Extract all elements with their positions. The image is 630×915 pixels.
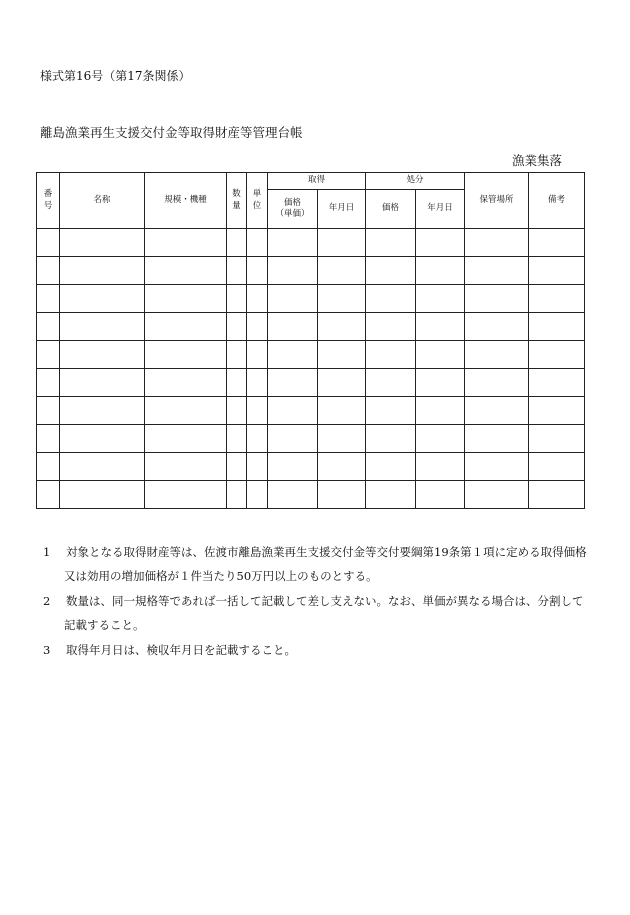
cell-spec [145, 453, 227, 481]
cell-acq-price [268, 425, 318, 453]
cell-quantity [227, 369, 247, 397]
cell-acq-price [268, 453, 318, 481]
cell-quantity [227, 453, 247, 481]
cell-quantity [227, 397, 247, 425]
table-row [37, 397, 585, 425]
cell-remarks [529, 453, 585, 481]
note-text: 対象となる取得財産等は、佐渡市離島漁業再生支援交付金等交付要綱第19条第１項に定める取得価格又は効用の増加価格が１件当たり50万円以上のものとする。 [64, 545, 587, 583]
cell-disp-date [416, 453, 465, 481]
table-row [37, 481, 585, 509]
cell-disp-price [366, 229, 416, 257]
table-row [37, 369, 585, 397]
cell-storage [465, 313, 529, 341]
cell-acq-date [318, 397, 366, 425]
cell-disp-price [366, 285, 416, 313]
cell-name [60, 425, 145, 453]
cell-name [60, 481, 145, 509]
note-item [40, 638, 588, 662]
cell-spec [145, 229, 227, 257]
cell-spec [145, 397, 227, 425]
cell-number [37, 229, 60, 257]
cell-acq-price [268, 313, 318, 341]
header-acq-date: 年月日 [318, 190, 366, 229]
cell-spec [145, 313, 227, 341]
cell-storage [465, 341, 529, 369]
cell-unit [247, 229, 268, 257]
cell-unit [247, 285, 268, 313]
note-number: 3 [43, 643, 51, 657]
cell-unit [247, 453, 268, 481]
cell-storage [465, 229, 529, 257]
cell-name [60, 229, 145, 257]
cell-remarks [529, 341, 585, 369]
cell-acq-date [318, 481, 366, 509]
cell-spec [145, 481, 227, 509]
notes [40, 540, 588, 663]
cell-disp-date [416, 229, 465, 257]
cell-disp-price [366, 313, 416, 341]
cell-storage [465, 369, 529, 397]
cell-disp-price [366, 453, 416, 481]
note-text: 取得年月日は、検収年月日を記載すること。 [66, 643, 296, 657]
cell-number [37, 285, 60, 313]
cell-disp-price [366, 481, 416, 509]
cell-unit [247, 369, 268, 397]
cell-disp-date [416, 285, 465, 313]
cell-number [37, 453, 60, 481]
cell-remarks [529, 369, 585, 397]
cell-name [60, 285, 145, 313]
cell-acq-price [268, 285, 318, 313]
cell-disp-price [366, 341, 416, 369]
cell-acq-date [318, 313, 366, 341]
cell-number [37, 481, 60, 509]
cell-disp-date [416, 313, 465, 341]
header-disposal: 処分 [366, 173, 465, 190]
cell-disp-price [366, 425, 416, 453]
cell-name [60, 453, 145, 481]
cell-acq-price [268, 397, 318, 425]
header-acq-price [268, 190, 318, 229]
cell-remarks [529, 425, 585, 453]
cell-acq-date [318, 369, 366, 397]
cell-remarks [529, 397, 585, 425]
cell-acq-price [268, 369, 318, 397]
cell-disp-date [416, 341, 465, 369]
header-quantity: 数量 [227, 173, 247, 229]
cell-storage [465, 425, 529, 453]
cell-disp-price [366, 397, 416, 425]
cell-acq-date [318, 341, 366, 369]
cell-disp-date [416, 369, 465, 397]
cell-name [60, 257, 145, 285]
table-row [37, 341, 585, 369]
cell-quantity [227, 425, 247, 453]
cell-name [60, 341, 145, 369]
header-unit: 単位 [247, 173, 268, 229]
cell-storage [465, 397, 529, 425]
cell-disp-price [366, 369, 416, 397]
cell-spec [145, 369, 227, 397]
cell-spec [145, 425, 227, 453]
note-item [40, 540, 588, 588]
ledger-body [37, 229, 585, 509]
cell-storage [465, 257, 529, 285]
cell-disp-date [416, 257, 465, 285]
header-spec: 規模・機種 [145, 173, 227, 229]
cell-acq-date [318, 285, 366, 313]
header-acq-price-label: 価格 [283, 197, 301, 208]
table-row [37, 229, 585, 257]
cell-remarks [529, 285, 585, 313]
cell-spec [145, 341, 227, 369]
cell-unit [247, 425, 268, 453]
cell-remarks [529, 481, 585, 509]
header-storage: 保管場所 [465, 173, 529, 229]
cell-disp-date [416, 397, 465, 425]
cell-acq-date [318, 257, 366, 285]
cell-spec [145, 257, 227, 285]
cell-remarks [529, 257, 585, 285]
cell-acq-price [268, 481, 318, 509]
cell-acq-date [318, 229, 366, 257]
cell-name [60, 313, 145, 341]
document-title: 離島漁業再生支援交付金等取得財産等管理台帳 [40, 125, 303, 140]
cell-storage [465, 453, 529, 481]
cell-quantity [227, 285, 247, 313]
cell-unit [247, 257, 268, 285]
header-name: 名称 [60, 173, 145, 229]
cell-quantity [227, 341, 247, 369]
cell-storage [465, 481, 529, 509]
table-row [37, 285, 585, 313]
header-number: 番号 [37, 173, 60, 229]
cell-acq-date [318, 425, 366, 453]
header-remarks: 備考 [529, 173, 585, 229]
cell-acq-price [268, 229, 318, 257]
cell-quantity [227, 257, 247, 285]
cell-remarks [529, 229, 585, 257]
cell-unit [247, 481, 268, 509]
cell-quantity [227, 229, 247, 257]
cell-quantity [227, 313, 247, 341]
cell-quantity [227, 481, 247, 509]
cell-unit [247, 313, 268, 341]
cell-acq-price [268, 257, 318, 285]
table-row [37, 453, 585, 481]
cell-name [60, 369, 145, 397]
cell-disp-price [366, 257, 416, 285]
cell-number [37, 257, 60, 285]
cell-name [60, 397, 145, 425]
cell-number [37, 369, 60, 397]
note-number: 1 [43, 545, 51, 559]
cell-disp-date [416, 425, 465, 453]
cell-storage [465, 285, 529, 313]
cell-acq-date [318, 453, 366, 481]
cell-remarks [529, 313, 585, 341]
note-item [40, 589, 588, 637]
header-acquisition: 取得 [268, 173, 366, 190]
header-acq-price-sub: （単価） [275, 209, 310, 219]
cell-acq-price [268, 341, 318, 369]
header-disp-date: 年月日 [416, 190, 465, 229]
form-number: 様式第16号（第17条関係） [40, 69, 191, 83]
cell-spec [145, 285, 227, 313]
cell-number [37, 341, 60, 369]
cell-number [37, 397, 60, 425]
table-row [37, 257, 585, 285]
note-number: 2 [43, 594, 51, 608]
cell-number [37, 425, 60, 453]
cell-number [37, 313, 60, 341]
cell-unit [247, 397, 268, 425]
group-label: 漁業集落 [511, 153, 562, 168]
ledger-table [36, 172, 585, 509]
note-text: 数量は、同一規格等であれば一括して記載して差し支えない。なお、単価が異なる場合は、分割して記載すること。 [64, 594, 584, 632]
cell-disp-date [416, 481, 465, 509]
header-disp-price: 価格 [366, 190, 416, 229]
cell-unit [247, 341, 268, 369]
table-row [37, 425, 585, 453]
table-row [37, 313, 585, 341]
